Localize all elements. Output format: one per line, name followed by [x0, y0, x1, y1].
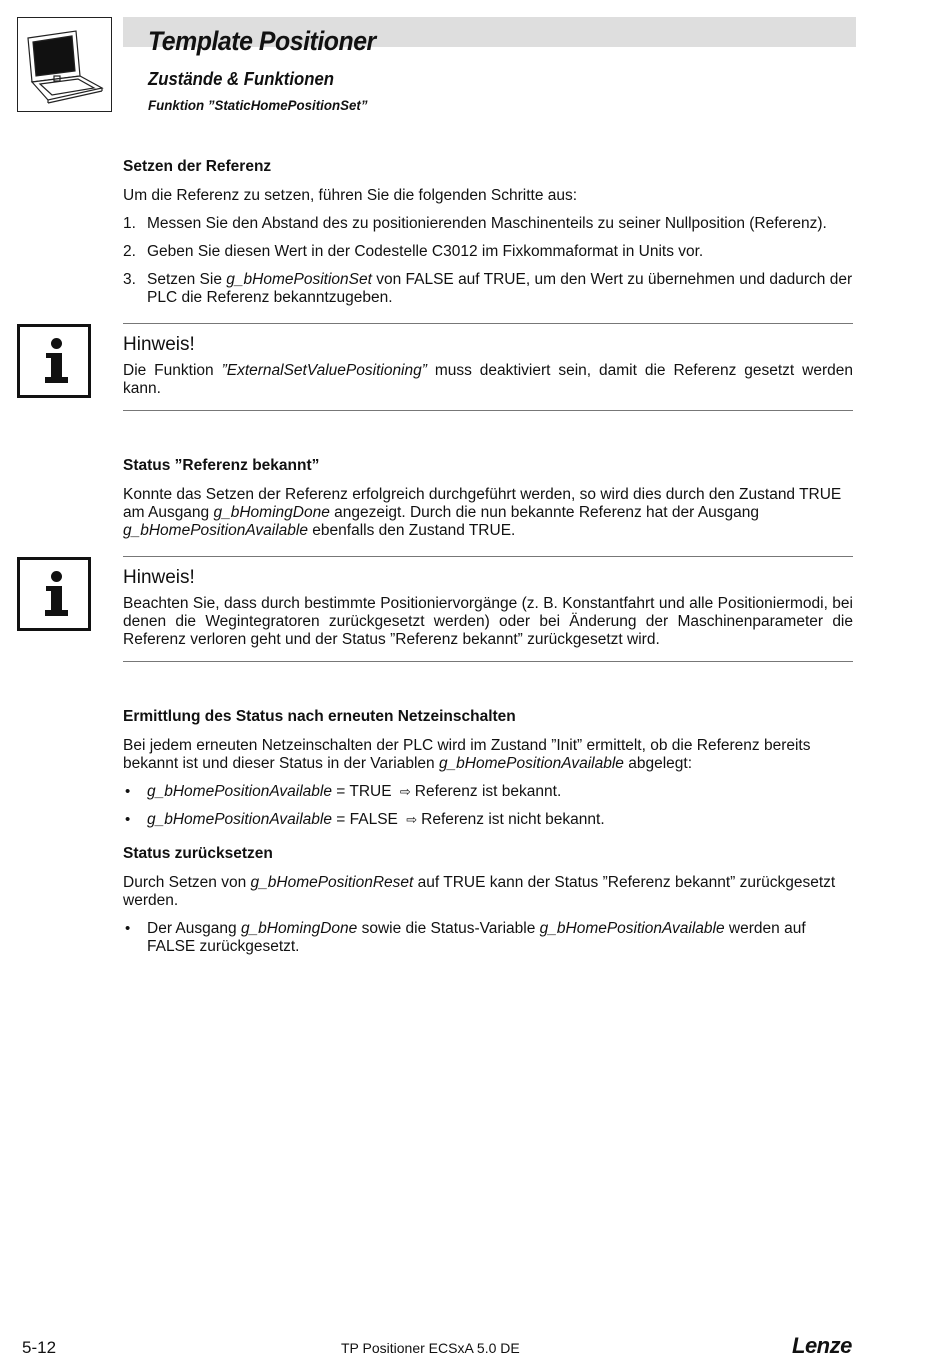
- list-item: [123, 243, 858, 261]
- step-text-post: von FALSE auf TRUE, um den Wert zu übernehmen und dadurch der PLC die Referenz bekanntzugeben.: [147, 271, 853, 306]
- info-icon: [17, 557, 91, 631]
- list-item: • g_bHomePositionAvailable = FALSE ⇨ Referenz ist nicht bekannt.: [125, 811, 605, 828]
- section-heading-reset: Status zurücksetzen: [123, 845, 273, 862]
- step-number: 3.: [123, 271, 136, 288]
- section-heading-status: Status ”Referenz bekannt”: [123, 457, 320, 474]
- laptop-icon: [17, 17, 112, 112]
- arrow-right-icon: ⇨: [399, 784, 411, 799]
- section-paragraph: Bei jedem erneuten Netzeinschalten der PLC wird im Zustand ”Init” ermittelt, ob die Referenz bereits bekannt ist und dieser Status in der Variablen g_bHomePositionAvailable abgelegt:: [123, 737, 811, 772]
- bullet-list: [123, 920, 858, 956]
- section-intro: Um die Referenz zu setzen, führen Sie die folgenden Schritte aus:: [123, 187, 578, 204]
- note-body: Die Funktion ”ExternalSetValuePositioning” muss deaktiviert sein, damit die Referenz gesetzt werden kann.: [123, 362, 853, 397]
- note-body: Beachten Sie, dass durch bestimmte Positioniervorgänge (z. B. Konstantfahrt und alle Positioniermodi, bei denen die Wegintegratoren zurückgesetzt werden) oder bei Änderung der Maschinenparameter die Referenz verloren geht und der Status ”Referenz bekannt” zurückgesetzt wird.: [123, 595, 853, 648]
- section-heading-ermittlung: Ermittlung des Status nach erneuten Netzeinschalten: [123, 708, 516, 725]
- arrow-right-icon: ⇨: [406, 812, 418, 827]
- page-number: 5-12: [22, 1338, 57, 1357]
- lenze-logo: Lenze: [792, 1333, 852, 1358]
- note-title: Hinweis!: [123, 567, 195, 588]
- function-title: Funktion ”StaticHomePositionSet”: [148, 97, 368, 113]
- step-text: Geben Sie diesen Wert in der Codestelle C3012 im Fixkommaformat in Units vor.: [147, 243, 704, 260]
- step-number: 2.: [123, 243, 136, 260]
- bullet-icon: •: [125, 783, 131, 800]
- bullet-icon: •: [125, 811, 131, 828]
- page-title: Template Positioner: [148, 26, 376, 56]
- variable-name: g_bHomePositionSet: [226, 271, 372, 288]
- step-number: 1.: [123, 215, 136, 232]
- bullet-list: [123, 783, 858, 829]
- note-title: Hinweis!: [123, 334, 195, 355]
- step-text-pre: Setzen Sie: [147, 271, 227, 288]
- section-paragraph: Konnte das Setzen der Referenz erfolgreich durchgeführt werden, so wird dies durch den Zustand TRUE am Ausgang g_bHomingDone angezeigt. Durch die nun bekannte Referenz hat der Ausgang g_bHomePositionAvailable ebenfalls den Zustand TRUE.: [123, 486, 842, 539]
- function-name: ”ExternalSetValuePositioning”: [221, 362, 427, 379]
- bullet-icon: •: [125, 920, 131, 937]
- note-box: [123, 323, 853, 411]
- list-item: [123, 271, 858, 307]
- step-text: Messen Sie den Abstand des zu positionierenden Maschinenteils zu seiner Nullposition (Referenz).: [147, 215, 827, 232]
- info-icon: [17, 324, 91, 398]
- section-heading-setzen: Setzen der Referenz: [123, 158, 272, 175]
- content: [123, 158, 858, 966]
- document-title: TP Positioner ECSxA 5.0 DE: [341, 1340, 520, 1356]
- steps-list: [123, 215, 858, 307]
- list-item: [123, 215, 858, 233]
- section-paragraph: Durch Setzen von g_bHomePositionReset auf TRUE kann der Status ”Referenz bekannt” zurückgesetzt werden.: [123, 874, 836, 909]
- page-subtitle: Zustände & Funktionen: [148, 69, 334, 89]
- note-box: [123, 556, 853, 662]
- list-item: • Der Ausgang g_bHomingDone sowie die Status-Variable g_bHomePositionAvailable werden auf FALSE zurückgesetzt.: [125, 920, 806, 955]
- list-item: • g_bHomePositionAvailable = TRUE ⇨ Referenz ist bekannt.: [125, 783, 562, 800]
